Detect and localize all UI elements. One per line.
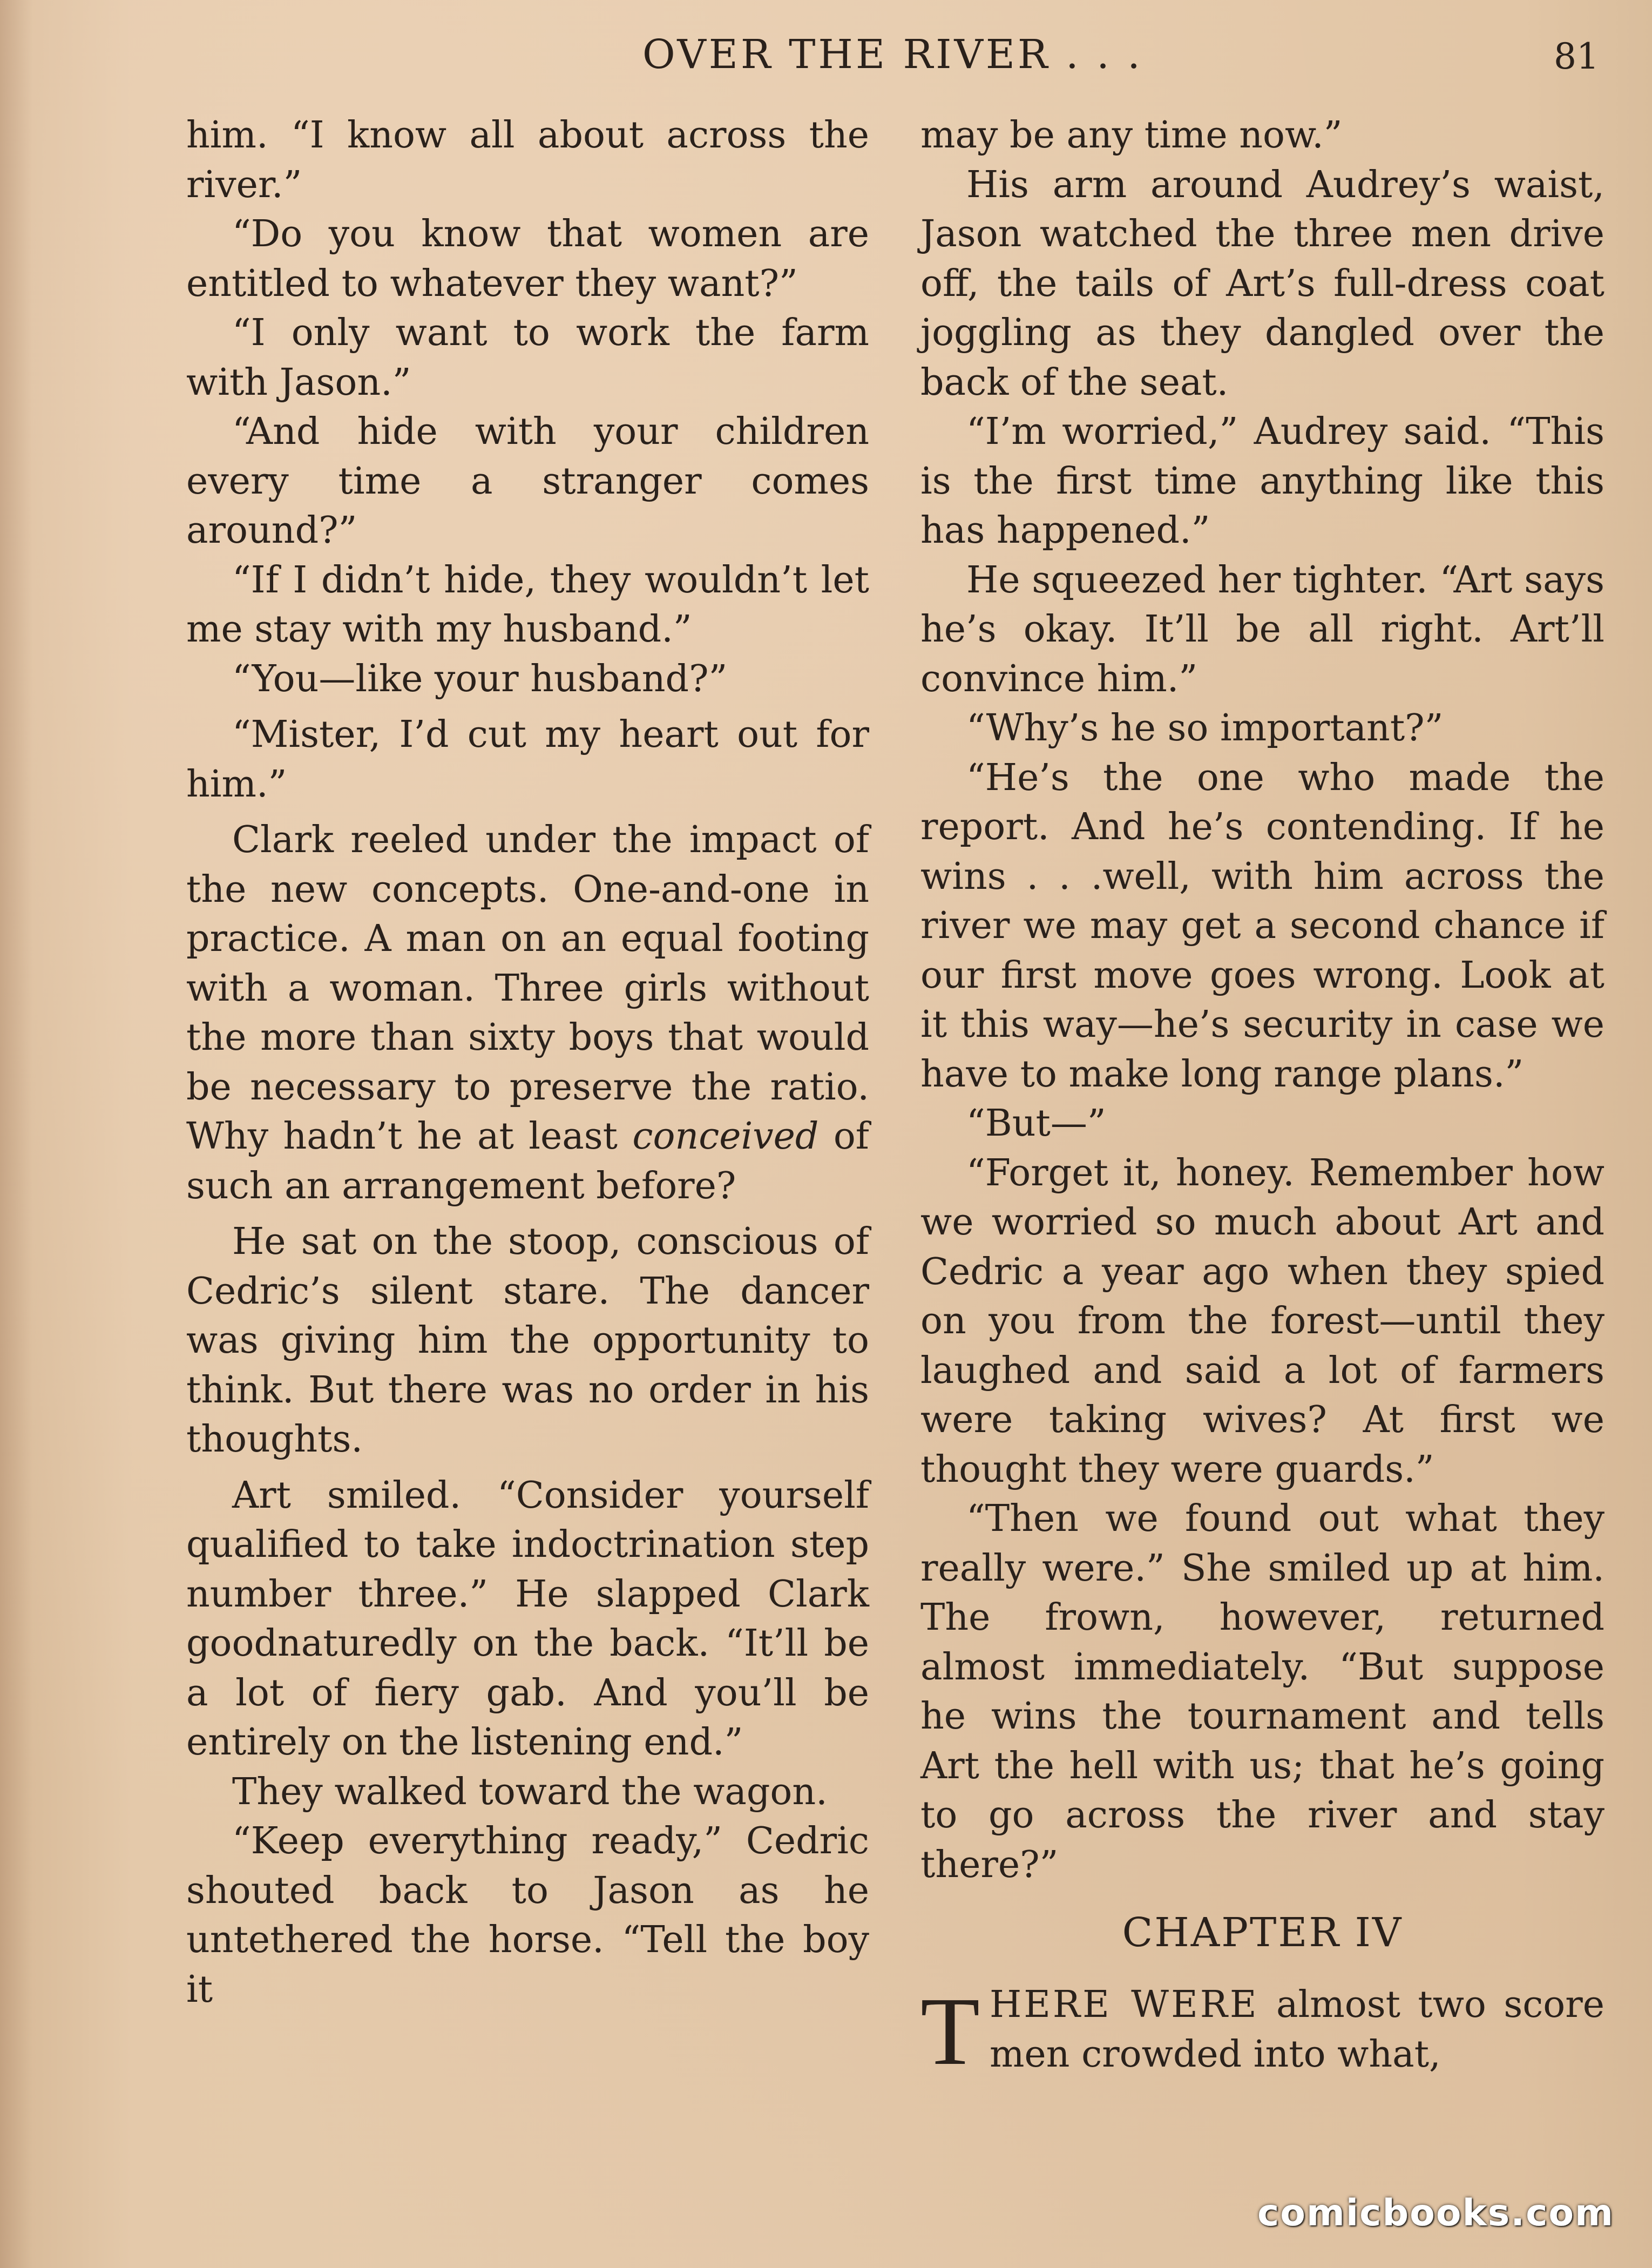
paragraph: His arm around Audrey’s waist, Jason watched the three men drive off, the tails of Art’s full-dress coat joggling as they dangled over the back of the seat. [920, 163, 1604, 404]
running-title: OVER THE RIVER . . . [642, 31, 1143, 78]
paragraph: “If I didn’t hide, they wouldn’t let me stay with my husband.” [186, 558, 869, 651]
paragraph-text: Clark reeled under the impact of the new concepts. One-and-one in practice. A man on an equal footing with a woman. Three girls without the more than sixty boys that would be necessary to preserve the ratio. Why hadn’t he at least [186, 819, 869, 1158]
paragraph: “I’m worried,” Audrey said. “This is the first time anything like this has happened.” [920, 410, 1604, 552]
left-column [186, 111, 869, 2014]
paragraph: They walked toward the wagon. [232, 1770, 828, 1813]
chapter-heading: CHAPTER IV [1122, 1909, 1403, 1956]
chapter-opening-paragraph [920, 1977, 1604, 2085]
paragraph: “Why’s he so important?” [966, 707, 1444, 750]
paragraph: “You—like your husband?” [232, 657, 728, 700]
paragraph: “I only want to work the farm with Jason.” [186, 312, 869, 404]
paragraph: him. “I know all about across the river.” [186, 114, 869, 206]
paragraph: “But—” [966, 1102, 1106, 1145]
paragraph: “Do you know that women are entitled to whatever they want?” [186, 213, 869, 305]
paragraph-text: of such an arrangement before? [186, 1115, 869, 1207]
paragraph-text: almost two score men crowded into what, [989, 1983, 1604, 2076]
watermark: comicbooks.com [1257, 2192, 1614, 2235]
paragraph: “Keep everything ready,” Cedric shouted back to Jason as he untethered the horse. “Tell the boy it [186, 1820, 869, 2011]
paragraph: Art smiled. “Consider yourself qualified to take indoctrination step number three.” He slapped Clark goodnaturedly on the back. “It’ll be a lot of fiery gab. And you’ll be entirely on the listening end.” [186, 1474, 869, 1764]
paragraph: “Forget it, honey. Remember how we worried so much about Art and Cedric a year ago when they spied on you from the forest—until they laughed and said a lot of farmers were taking wives? At first we thought they were guards.” [920, 1151, 1604, 1491]
small-caps-lead: HERE WERE [989, 1983, 1259, 2026]
paragraph: “Then we found out what they really were.” She smiled up at him. The frown, however, returned almost immediately. “But suppose he wins the tournament and tells Art the hell with us; that he’s going to go across the river and stay there?” [920, 1497, 1604, 1886]
paragraph: “And hide with your children every time a stranger comes around?” [186, 410, 869, 552]
paragraph: may be any time now.” [920, 114, 1343, 157]
emphasized-word: conceived [632, 1115, 819, 1158]
paragraph: “He’s the one who made the report. And he’s contending. If he wins . . .well, with him across the river we may get a second chance if our first move goes wrong. Look at it this way—he’s security in case we have to make long range plans.” [920, 756, 1604, 1096]
right-column [920, 111, 1604, 2085]
paragraph [186, 815, 869, 1211]
paragraph: He sat on the stoop, conscious of Cedric’s silent stare. The dancer was giving him the opportunity to think. But there was no order in his thoughts. [186, 1220, 869, 1461]
page-edge-shadow [0, 0, 32, 2268]
drop-cap: T [920, 1977, 980, 2085]
paragraph: He squeezed her tighter. “Art says he’s okay. It’ll be all right. Art’ll convince him.” [920, 558, 1604, 700]
paragraph: “Mister, I’d cut my heart out for him.” [186, 713, 869, 806]
page-number: 81 [1554, 36, 1599, 77]
